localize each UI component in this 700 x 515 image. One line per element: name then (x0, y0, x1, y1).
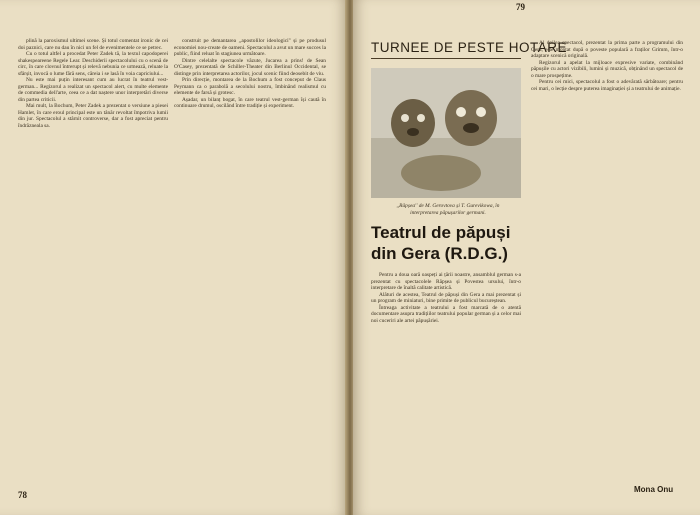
paragraph: Pentru cei mici, spectacolul a fost o adevărată sărbătoare; pentru cei mari, o lecție despre puterea imaginației și a teatrului de animație. (531, 79, 683, 92)
page-number-left: 78 (18, 490, 27, 500)
paragraph: Alături de acestea, Teatrul de păpuși din Gera a mai prezentat și un program de miniaturi, bine primite de publicul bucureștean. (371, 291, 521, 304)
paragraph: Prin direcție, montarea de la Bochum a fost conceput de Claus Peymann ca o parabolă a secolului nostru, îmbinând realismul cu elemente de farsă și grotesc. (174, 77, 326, 96)
right-page (353, 0, 700, 515)
paragraph: Dintre celelalte spectacole văzute, Jucarea a prins! de Sean O'Casey, prezentată de Schiller-Theater din Berlinul Occidental, se distinge prin interpretarea actorilor, jocul scenic fiind deosebit de viu. (174, 57, 326, 77)
left-column-2 (174, 38, 326, 500)
left-column-1 (18, 38, 168, 500)
puppet-photo (371, 68, 521, 198)
paragraph: Al doilea spectacol, prezentat la prima parte a programului din Gera, este montat după o poveste populară a fraților Grimm, într-o adaptare scenică originală. (531, 40, 683, 59)
paragraph: Mai mult, la Bochum, Peter Zadek a prezentat o versiune a piesei Hamlet, în care eroul principal este un tânăr revoltat împotriva lumii din jur. Spectacolul a stârnit controverse, dar a fost apreciat pentru îndrăzneala sa. (18, 103, 168, 129)
section-heading: TURNEE DE PESTE HOTARE (371, 40, 568, 55)
left-page (0, 0, 347, 515)
page-number-right: 79 (516, 2, 525, 12)
author-signature: Mona Onu (634, 485, 674, 494)
heading-rule (371, 58, 521, 59)
right-column-2 (531, 40, 683, 480)
paragraph: plină la paroxismul ultimei scene. Și totul comentat ironic de cei doi paznici, care nu dau în nici un fel de evenimentele ce se petrec. (18, 38, 168, 51)
paragraph: Cu o totul altfel a procedat Peter Zadek tă, la textul capodoperei shakespeareene Regele Lear. Deschiderii spectacolului cu o scenă de circ, în care clovnul întrerupt și relevă nebunia ce urmează, reluate la sfârșit, invocă o lume fără sens, căreia i se lasă în voia capriciului... (18, 51, 168, 77)
paragraph: Regizorul a apelat la mijloace expresive variate, combinând păpușile cu actori vizibili, lumini și muzică, obținând un spectacol de o mare prospețime. (531, 59, 683, 79)
photo-caption: ,,Răpșea'' de M. Gerovtova și T. Gurevikowa, în interpretarea păpușarilor germani. (396, 203, 500, 216)
paragraph: construit pe demantarea ,,apostolilor ideologici'' și pe produsul economiei nou-create de oameni. Spectacolul a avut un mare succes la public, fiind reluat în stagiunea următoare. (174, 38, 326, 57)
paragraph: Nu este mai puțin interesant cum au lucrat în teatrul vest-german... Regizorul a realizat un spectacol alert, cu multe elemente de commedia dell'arte, ceea ce a dat naștere unor interpretări diverse din partea criticii. (18, 77, 168, 103)
paragraph: Pentru a doua oară oaspeți ai țării noastre, ansamblul german s-a prezentat cu spectacolele Răpșea și Povestea ursului, într-o interpretare de înaltă calitate artistică. (371, 272, 521, 291)
article-title: Teatrul de păpuși din Gera (R.D.G.) (371, 223, 511, 263)
right-column-1 (371, 272, 521, 502)
paragraph: Întreaga activitate a teatrului a fost marcată de o atentă documentare asupra tradițiilor teatrului popular german și a celor mai noi cuceriri ale artei păpușăriei. (371, 304, 521, 324)
puppet-photo-illustration (371, 68, 521, 198)
paragraph: Așadar, un bilanț bogat, în care teatrul vest-german își caută în continuare drumul, oscilând între tradiție și experiment. (174, 96, 326, 109)
